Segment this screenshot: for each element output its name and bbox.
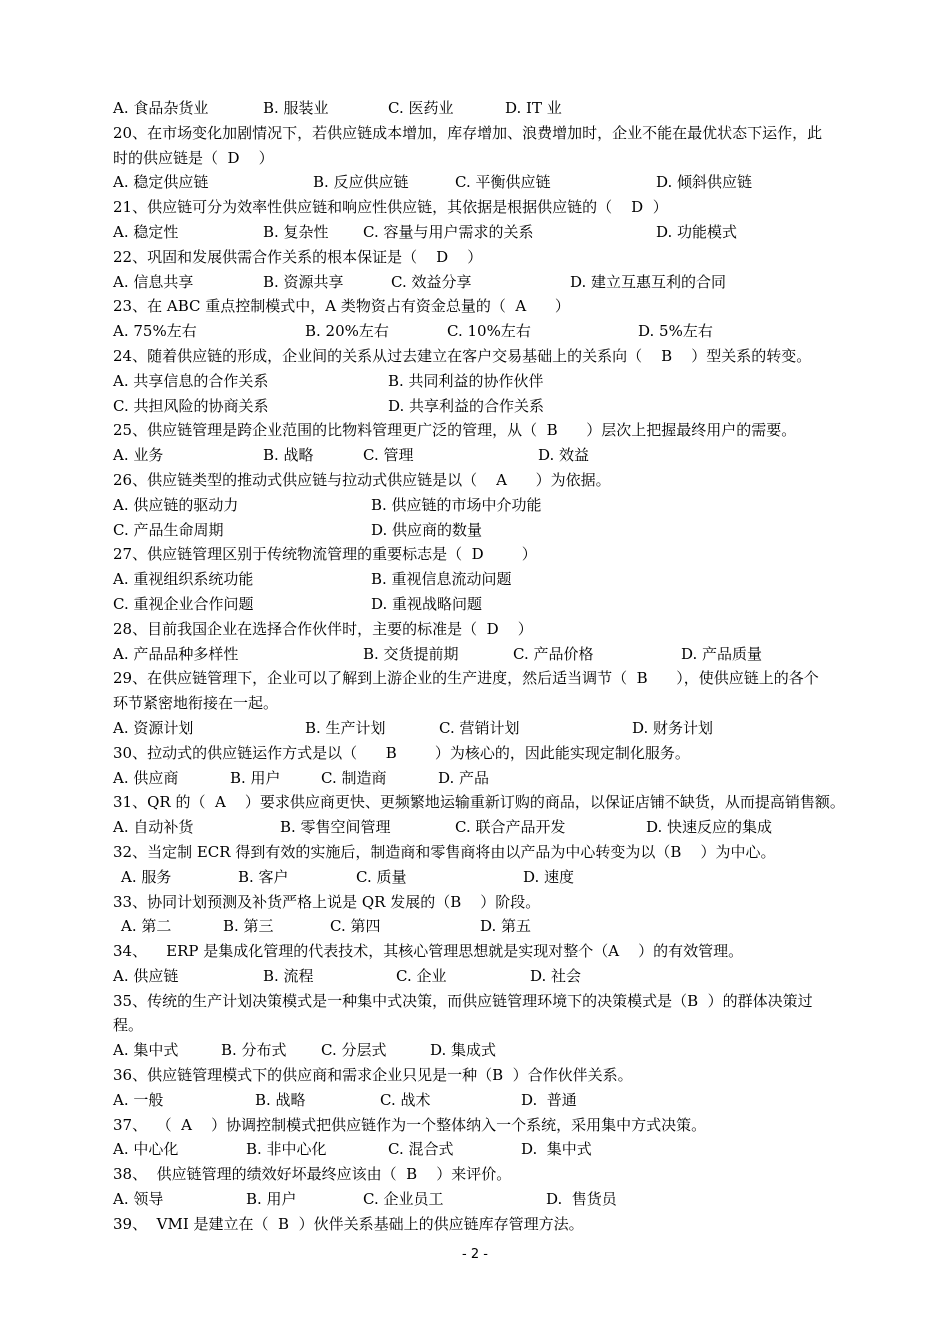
- option-item: D. 集中式: [521, 1140, 592, 1159]
- option-item: C. 医药业: [388, 99, 454, 117]
- option-item: C. 平衡供应链: [455, 173, 551, 192]
- options-row: [113, 716, 873, 741]
- option-item: C. 效益分享: [391, 272, 472, 291]
- option-item: D. 快速反应的集成: [646, 818, 773, 837]
- option-item: D. 效益: [538, 446, 590, 465]
- option-item: B. 非中心化: [246, 1140, 327, 1159]
- question-line: 35、传统的生产计划决策模式是一种集中式决策，而供应链管理环境下的决策模式是（B ）的群体决策过: [113, 991, 813, 1010]
- option-item: B. 用户: [230, 768, 281, 787]
- option-item: A. 供应链的驱动力: [113, 495, 239, 514]
- option-item: C. 产品价格: [513, 644, 594, 663]
- option-item: B. 零售空间管理: [280, 818, 391, 837]
- question-line: 33、协同计划预测及补货严格上说是 QR 发展的（B ）阶段。: [113, 892, 541, 911]
- option-item: B. 交货提前期: [363, 644, 459, 663]
- option-item: B. 复杂性: [263, 222, 329, 241]
- option-item: A. 供应商: [113, 768, 179, 787]
- option-item: A. 业务: [113, 446, 164, 465]
- question-line: 23、在 ABC 重点控制模式中，A 类物资占有资金总量的（ A ）: [113, 297, 570, 316]
- option-item: D. 集成式: [430, 1041, 497, 1060]
- question-line: 26、供应链类型的推动式供应链与拉动式供应链是以（ A ）为依据。: [113, 470, 611, 489]
- option-item: C. 联合产品开发: [455, 818, 566, 837]
- option-item: C. 重视企业合作问题: [113, 594, 254, 613]
- option-item: D. 供应商的数量: [371, 520, 483, 539]
- question-line: 37、 （ A ）协调控制模式把供应链作为一个整体纳入一个系统，采用集中方式决策。: [113, 1115, 707, 1134]
- option-item: A. 第二: [121, 917, 172, 936]
- option-item: C. 第四: [330, 917, 381, 936]
- option-item: B. 共同利益的协作伙伴: [388, 371, 544, 390]
- option-item: D. 5%左右: [638, 322, 713, 341]
- options-row: [113, 369, 873, 394]
- option-item: C. 产品生命周期: [113, 520, 224, 539]
- options-row: [113, 518, 873, 543]
- options-row: [113, 865, 873, 890]
- option-item: B. 重视信息流动问题: [371, 570, 512, 589]
- options-row: [113, 319, 873, 344]
- option-item: C. 企业: [396, 966, 447, 985]
- option-item: B. 第三: [223, 917, 274, 936]
- question-line: 30、拉动式的供应链运作方式是以（ B ）为核心的，因此能实现定制化服务。: [113, 743, 690, 762]
- question-line: 22、巩固和发展供需合作关系的根本保证是（ D ）: [113, 247, 483, 266]
- option-item: D. 建立互惠互利的合同: [570, 272, 727, 291]
- option-item: D. 财务计划: [632, 718, 714, 737]
- option-item: B. 反应供应链: [313, 173, 409, 192]
- option-item: C. 容量与用户需求的关系: [363, 222, 534, 241]
- option-item: B. 分布式: [221, 1041, 287, 1060]
- option-item: C. 制造商: [321, 768, 387, 787]
- option-item: A. 自动补货: [113, 818, 194, 837]
- options-row: [113, 1038, 873, 1063]
- question-line: 27、供应链管理区别于传统物流管理的重要标志是（ D ）: [113, 545, 537, 564]
- question-line: 32、当定制 ECR 得到有效的实施后，制造商和零售商将由以产品为中心转变为以（B ）为中心。: [113, 842, 776, 861]
- option-item: C. 管理: [363, 446, 414, 465]
- option-item: D. 共享利益的合作关系: [388, 396, 545, 415]
- question-line: 20、在市场变化加剧情况下，若供应链成本增加，库存增加、浪费增加时，企业不能在最优状态下运作，此: [113, 123, 823, 142]
- option-item: A. 一般: [113, 1090, 164, 1109]
- option-item: A. 共享信息的合作关系: [113, 371, 269, 390]
- option-item: C. 企业员工: [363, 1190, 444, 1209]
- option-item: B. 流程: [263, 966, 314, 985]
- options-row: [113, 642, 873, 667]
- question-line: 34、 ERP 是集成化管理的代表技术，其核心管理思想就是实现对整个（A ）的有效管理。: [113, 942, 744, 961]
- option-item: A. 重视组织系统功能: [113, 570, 254, 589]
- options-row: [113, 170, 873, 195]
- option-item: C. 10%左右: [447, 322, 531, 341]
- option-item: D. 速度: [523, 867, 575, 886]
- options-row: [113, 1137, 873, 1162]
- option-item: B. 20%左右: [305, 322, 389, 341]
- option-item: A. 信息共享: [113, 272, 194, 291]
- option-item: B. 服装业: [263, 99, 329, 117]
- question-line: 28、目前我国企业在选择合作伙伴时，主要的标准是（ D ）: [113, 619, 533, 638]
- option-item: A. 领导: [113, 1190, 164, 1209]
- option-item: B. 供应链的市场中介功能: [371, 495, 542, 514]
- options-row: [113, 443, 873, 468]
- options-row: [113, 220, 873, 245]
- options-row: [113, 567, 873, 592]
- option-item: D. 社会: [530, 966, 582, 985]
- option-item: D. 产品质量: [681, 644, 763, 663]
- option-item: B. 用户: [246, 1190, 297, 1209]
- options-row: [113, 766, 873, 791]
- question-line: 程。: [113, 1016, 144, 1035]
- option-item: A. 服务: [121, 867, 172, 886]
- question-line: 39、 VMI 是建立在（ B ）伙伴关系基础上的供应链库存管理方法。: [113, 1214, 584, 1233]
- options-row: [113, 1187, 873, 1212]
- option-item: A. 稳定供应链: [113, 173, 209, 192]
- option-item: A. 供应链: [113, 966, 179, 985]
- option-item: A. 产品品种多样性: [113, 644, 239, 663]
- question-line: 环节紧密地衔接在一起。: [113, 694, 279, 713]
- page-number: - 2 -: [462, 1247, 488, 1262]
- option-item: B. 战略: [263, 446, 314, 465]
- option-item: B. 客户: [238, 867, 289, 886]
- option-item: D. 第五: [480, 917, 532, 936]
- options-row: [113, 493, 873, 518]
- option-item: A. 集中式: [113, 1041, 179, 1060]
- option-item: D. 功能模式: [656, 222, 738, 241]
- question-line: 21、供应链可分为效率性供应链和响应性供应链，其依据是根据供应链的（ D ）: [113, 198, 668, 217]
- option-item: A. 资源计划: [113, 718, 194, 737]
- question-line: 24、随着供应链的形成，企业间的关系从过去建立在客户交易基础上的关系向（ B ）型关系的转变。: [113, 346, 812, 365]
- option-item: A. 中心化: [113, 1140, 179, 1159]
- option-item: A. 食品杂货业: [113, 99, 209, 117]
- option-item: A. 稳定性: [113, 222, 179, 241]
- option-item: C. 分层式: [321, 1041, 387, 1060]
- question-line: 31、QR 的（ A ）要求供应商更快、更频繁地运输重新订购的商品，以保证店铺不缺货，从而提高销售额。: [113, 793, 845, 812]
- option-item: B. 生产计划: [305, 718, 386, 737]
- option-item: C. 战术: [380, 1090, 431, 1109]
- option-item: C. 质量: [356, 867, 407, 886]
- option-item: B. 资源共享: [263, 272, 344, 291]
- options-row: [113, 394, 873, 419]
- options-row: [113, 964, 873, 989]
- option-item: D. IT 业: [505, 99, 562, 117]
- option-item: C. 混合式: [388, 1140, 454, 1159]
- option-item: D. 倾斜供应链: [656, 173, 753, 192]
- question-line: 25、供应链管理是跨企业范围的比物料管理更广泛的管理，从（ B ）层次上把握最终用户的需要。: [113, 421, 797, 440]
- options-row: [113, 815, 873, 840]
- option-item: B. 战略: [255, 1090, 306, 1109]
- option-item: D. 售货员: [546, 1190, 617, 1209]
- options-row: [113, 1088, 873, 1113]
- option-item: D. 普通: [521, 1090, 577, 1109]
- option-item: A. 75%左右: [113, 322, 197, 341]
- question-line: 时的供应链是（ D ）: [113, 148, 274, 167]
- option-item: C. 共担风险的协商关系: [113, 396, 269, 415]
- options-row: [113, 270, 873, 295]
- options-row: [113, 592, 873, 617]
- option-item: D. 产品: [438, 768, 490, 787]
- question-line: 29、在供应链管理下，企业可以了解到上游企业的生产进度，然后适当调节（ B ），使供应链上的各个: [113, 669, 819, 688]
- document-body: [113, 96, 873, 1237]
- options-row: [113, 914, 873, 939]
- option-item: D. 重视战略问题: [371, 594, 483, 613]
- question-line: 36、供应链管理模式下的供应商和需求企业只见是一种（B ）合作伙伴关系。: [113, 1066, 633, 1085]
- options-row: [113, 96, 873, 121]
- question-line: 38、 供应链管理的绩效好坏最终应该由（ B ）来评价。: [113, 1165, 512, 1184]
- option-item: C. 营销计划: [439, 718, 520, 737]
